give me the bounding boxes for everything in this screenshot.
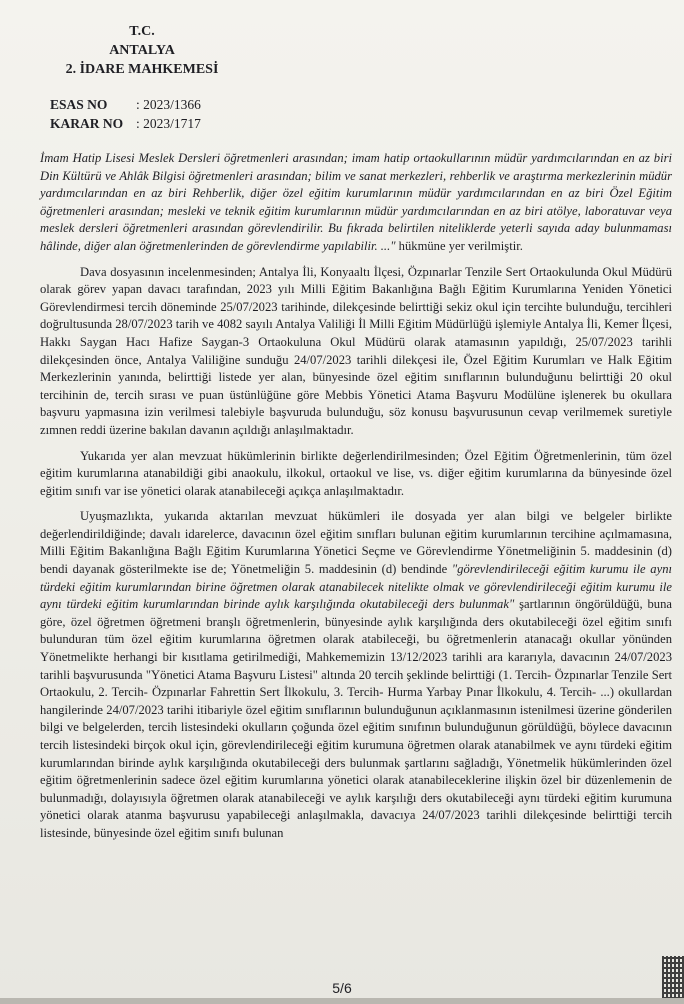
page-bottom-edge	[0, 998, 684, 1004]
page-number: 5/6	[332, 980, 352, 996]
quoted-regulation: İmam Hatip Lisesi Meslek Dersleri öğretmenleri arasından; imam hatip ortaokullarının müdür yardımcılarından en az biri Din Kültürü ve Ahlâk Bilgisi öğretmenleri arasından; bilim ve sanat merkezleri, rehberlik ve araştırma merkezlerinin müdür yardımcılarından en az biri Rehberlik, diğer özel eğitim kurumlarının müdür yardımcılarından en az biri Özel Eğitim öğretmenleri arasından; mesleki ve teknik eğitim kurumlarının müdür yardımcılarından en az biri atölye, laboratuvar veya meslek dersleri öğretmenleri arasından görevlendirilir. Bu fıkrada belirtilen niteliklerde yeterli sayıda aday bulunmaması hâlinde, diğer alan öğretmenlerinden de görevlendirme yapılabilir. ..."	[40, 151, 672, 253]
quoted-provision: "görevlendirileceği eğitim kurumu ile aynı türdeki eğitim kurumlarından birine öğretmen olarak atanabilecek nitelikte olmak ve görevlendirileceği eğitim kurumu ile aynı türdeki eğitim kurumlarından birinde aylık karşılığında okutabileceği ders bulunmak"	[40, 562, 672, 612]
dispute-text-b: şartlarının öngörüldüğü, buna göre, özel öğretmen öğretmeni branşlı öğretmenlerin, bünyesinde aylık karşılığında ders okutabileceği özel eğitim sınıfı bulunduran tüm özel eğitim kurumlarına öğretmen olarak atabileceği, bu öğretmenlerin atanacağı okullar yönünden Yönetmelikte herhangi bir kısıtlama getirilmediği, Mahkememizin 13/12/2023 tarihli ara kararıyla, davacının 24/07/2023 tarihli başvurusunda "Yönetici Atama Başvuru Listesi" altında 20 tercih şeklinde belirttiği (1. Tercih- Özpınarlar Tenzile Sert Ortaokulu, 2. Tercih- Özpınarlar Fahrettin Sert İlkokulu, 3. Tercih- Hurma Yarbay Pınar İlkokulu, 4. Tercih- ...) okullardan hangilerinde 24/07/2023 tarihi itibariyle özel eğitim sınıflarının bulunduğunun açıklanmasının istenilmesi üzerine gönderilen bilgi ve belgelerden, tercih listesindeki okulların çoğunda özel eğitim sınıfının bulunduğunun görüldüğü, böylece davacının tercih listesindeki birçok okul için, görevlendirileceği eğitim kurumuna öğretmen olarak atanabilmek ve aynı türdeki eğitim kurumlarından birinde aylık karşılığında okutabileceği ders bulunmak şartlarını sağladığı, Yönetmelik hükümlerinden özel eğitim öğretmenlerinin sadece özel eğitim kurumlarına yönetici olarak atanabileceklerine ilişkin özel bir düzenlemenin de bulunmadığı, dolayısıyla öğretmen olarak atanabileceği ve aylık karşılığı ders okutabileceği aynı türdeki eğitim kurumuna yönetici olarak atanma başvurusu yapabileceği anlaşılmakla, davacıya 24/07/2023 tarihli dilekçesinde belirttiği tercih listesinde, bünyesinde özel eğitim sınıfı bulunan	[40, 597, 672, 840]
esas-row	[50, 95, 201, 114]
paragraph-tail: hükmüne yer verilmiştir.	[395, 238, 523, 253]
paragraph-regulation-quote	[40, 150, 672, 256]
paragraph-evaluation: Yukarıda yer alan mevzuat hükümlerinin birlikte değerlendirilmesinden; Özel Eğitim Öğretmenlerinin, tüm özel eğitim kurumlarına atanabildiği gibi anaokulu, ilkokul, ortaokul ve lise, vs. diğer eğitim kurumlarına da bünyesinde özel eğitim sınıfı var ise yönetici olarak atanabileceği açıkça anlaşılmaktadır.	[40, 448, 672, 498]
header-court: 2. İDARE MAHKEMESİ	[65, 62, 219, 77]
header-tc: T.C.	[129, 24, 155, 39]
document-body	[40, 150, 672, 851]
header-city: ANTALYA	[109, 43, 175, 58]
case-numbers	[50, 95, 201, 133]
esas-value: : 2023/1366	[136, 97, 201, 112]
karar-row	[50, 114, 201, 133]
dispute-text-a: Uyuşmazlıkta, yukarıda aktarılan mevzuat hükümleri ile dosyada yer alan bilgi ve belgeler birlikte değerlendirildiğinde; davalı idarelerce, davacının özel eğitim sınıfları bulunan eğitim kurumlarının tercihine açılmamasına, Milli Eğitim Bakanlığına Bağlı Eğitim Kurumlarına Yönetici Seçme ve Görevlendirme Yönetmeliğinin 5. maddesinin (d) bendi dayanak gösterilmekte ise de; Yönetmeliğin 5. maddesinin (d) bendinde	[40, 509, 672, 577]
karar-value: : 2023/1717	[136, 116, 201, 131]
qr-code-icon	[662, 956, 684, 1004]
paragraph-case-facts: Dava dosyasının incelenmesinden; Antalya İli, Konyaaltı İlçesi, Özpınarlar Tenzile Sert Ortaokulunda Okul Müdürü olarak görev yapan davacı tarafından, 2023 yılı Milli Eğitim Bakanlığına Bağlı Eğitim Kurumlarına Yeniden Yönetici Görevlendirmesi tercih döneminde 25/07/2023 tarihinde, dilekçesinde belirttiği sekiz okul için tercihte bulunduğu, tercihleri doğrultusunda 28/07/2023 tarih ve 4082 sayılı Antalya Valiliği İl Milli Eğitim Müdürlüğü işlemiyle Antalya İli, Kemer İlçesi, Hakkı Saygan Hacı Hafize Saygan-3 Ortaokuluna Okul Müdürü olarak atamasının yapıldığı, 25/07/2023 tarihli dilekçesinden önce, Antalya Valiliğine sunduğu 24/07/2023 tarihli dilekçesi ile, Özel Eğitim Kurumları ve Halk Eğitim Merkezlerinin yanında, belirttiği listede yer alan, bünyesinde özel eğitim sınıflarının bulunduğunu belirttiği 20 okul tercihinin de, tercih sırası ve puan üstünlüğüne göre Mebbis Yönetici Atama Başvuru Modülüne işlenerek bu okullara başvuru yapmasına izin verilmesi talebiyle başvuruda bulunduğu, söz konusu başvurusunun cevap verilmemek suretiyle zımnen reddi üzerine bakılan davanın açıldığı anlaşılmaktadır.	[40, 264, 672, 437]
paragraph-dispute	[40, 508, 672, 842]
court-header	[52, 22, 232, 79]
karar-label: KARAR NO	[50, 116, 124, 131]
esas-label: ESAS NO	[50, 97, 108, 112]
